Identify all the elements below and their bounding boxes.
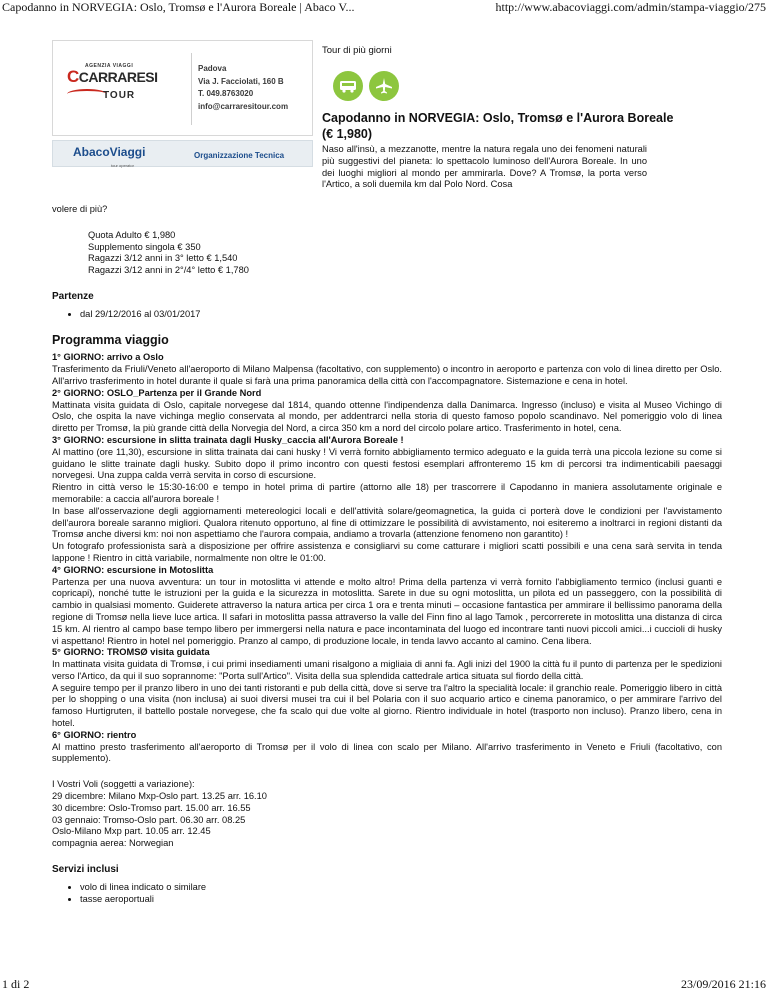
flight-line: Oslo-Milano Mxp part. 10.05 arr. 12.45 (52, 826, 211, 837)
flight-line: 30 dicembre: Oslo-Tromso part. 15.00 arr. 16.55 (52, 802, 251, 813)
day-text: Al mattino (ore 11,30), escursione in slitta trainata dai cani husky ! Vi verrà fornito abbigliamento termico adeguato e la guida terrà una piccola lezione su come si guidano le slitte trainate dagli husky. Subito dopo il primo incontro con questi festosi esemplari affronteremo 15 km di percorsi tra indimenticabili paesaggi norvegesi. Una zuppa calda verrà servita in corso di escursione. Rientro in città verso le 15:30-16:00 e tempo in hotel prima di partire (attorno alle 18) per trascorrere il Capodanno in maniera assolutamente originale e memorabile: a caccia all'aurora boreale ! In base all'osservazione degli aggiornamenti metereologici locali e dell'attività solare/geomagnetica, la guida ci porterà dove le condizioni per l'avvistamento dell'aurora boreale saranno migliori. Qualora ritenuto opportuno, al fine di ottimizzare le possibilità di avvistamento, noi esiteremo a inoltrarci in regioni distanti da Tromsø anche diversi km: noi non aspettiamo che l'aurora compaia, andiamo a trovarla (attenzione fenomeno non garantito) ! Un fotografo professionista sarà a disposizione per offrire assistenza e consigliarvi su come catturare i migliori scatti possibili e una cena sarà servita in tenda lappone ! Rientro in città variabile, normalmente non oltre le 01:00. (52, 446, 722, 563)
flight-line: 29 dicembre: Milano Mxp-Oslo part. 13.25 arr. 16.10 (52, 791, 267, 802)
org-label: Organizzazione Tecnica (194, 151, 285, 160)
flight-line: 03 gennaio: Tromso-Oslo part. 06.30 arr. 08.25 (52, 814, 246, 825)
print-page-title: Capodanno in NORVEGIA: Oslo, Tromsø e l'Aurora Boreale | Abaco V... (2, 0, 355, 14)
agency-ad (52, 40, 313, 167)
logo-small-text: AGENZIA VIAGGI (85, 63, 134, 69)
flight-line: I Vostri Voli (soggetti a variazione): (52, 779, 195, 790)
logo-brand-text: CARRARESI (78, 69, 158, 85)
price-item: Quota Adulto € 1,980 (88, 229, 176, 240)
partenze-item: • dal 29/12/2016 al 03/01/2017 (80, 309, 722, 321)
address-line: Via J. Facciolati, 160 B (198, 76, 284, 86)
abacoviaggi-logo: AbacoViaggi (73, 145, 146, 159)
plane-icon (369, 71, 399, 101)
tour-intro-continued: volere di più? (52, 204, 108, 214)
day-title: 2° GIORNO: OSLO_Partenza per il Grande Nord (52, 387, 262, 398)
agency-ad-bottom (52, 140, 313, 167)
address-line: info@carraresitour.com (198, 101, 289, 111)
ad-divider (191, 53, 192, 125)
day-title: 6° GIORNO: rientro (52, 729, 137, 740)
price-item: Ragazzi 3/12 anni in 2°/4° letto € 1,780 (88, 265, 249, 276)
price-list (88, 230, 722, 277)
print-footer (0, 976, 768, 994)
day-text: Mattinata visita guidata di Oslo, capitale norvegese dal 1814, quando ottenne l'indipendenza dalla Danimarca. Ingresso (incluso) e visita al Museo Vichingo di Oslo, che ospita la nave vichinga meglio conservata al mondo, per addentrarci nella storia di questo famoso popolo scandinavo. Nel pomeriggio volo di linea diretto per Tromsø, la più grande città della Norvegia del Nord, a circa 350 km a nord del circolo polare artico. Trasferimento in hotel, cena. (52, 399, 722, 434)
logo-brand: CCARRARESI (67, 67, 158, 86)
top-section (52, 40, 722, 200)
price-item: Supplemento singola € 350 (88, 241, 201, 252)
transport-icons (333, 71, 399, 101)
print-url: http://www.abacoviaggi.com/admin/stampa-viaggio/275 (495, 0, 766, 14)
day-title: 1° GIORNO: arrivo a Oslo (52, 352, 164, 363)
tour-type: Tour di più giorni (322, 45, 392, 56)
address-line: Padova (198, 64, 227, 73)
print-timestamp: 23/09/2016 21:16 (680, 977, 766, 991)
servizi-item: • tasse aeroportuali (80, 894, 722, 906)
programma-days (52, 352, 722, 765)
logo-swoosh (67, 89, 107, 99)
flights-info (52, 779, 722, 850)
page-content (52, 40, 722, 905)
servizi-item: • volo di linea indicato o similare (80, 882, 722, 894)
agency-ad-top (52, 40, 313, 136)
day-text: Partenza per una nuova avventura: un tour in motoslitta vi attende e molto altro! Prima della partenza vi verrà fornito l'abbigliamento termico (inclusi guanti e copricapi), nonché tutte le istruzioni per la guida e la sicurezza in motoslitta. Sarete in due su ogni motoslitta, un pilota ed un passeggero, con la possibilità di cambio in qualsiasi momento. Guiderete attraverso la natura artica per circa 1 ora e trenta minuti – occasione fantastica per ammirare il bellissimo panorama della regione di Tromsø nella lieve luce artica. Il safari in motoslitta passa attraverso la valle del Finn fino al lago Tamok , percorrerete in motoslitta una distanza di circa 15 km. Al rientro al campo base tempo libero per immergersi nella natura e pace incontaminata del luogo ed incontrare tanti nuovi piccoli amici...i cuccioli di husky vi aspettano! Rientro in hotel nel pomeriggio. Pranzo al campo, di produzione locale, in tenda lavvo accanto al camino. Cena libera. (52, 576, 722, 646)
page-count: 1 di 2 (2, 977, 30, 991)
day-title: 5° GIORNO: TROMSØ visita guidata (52, 647, 210, 658)
day-text: In mattinata visita guidata di Tromsø, i cui primi insediamenti umani risalgono a migliaia di anni fa. Agli inizi del 1900 la città fu il punto di partenza per le spedizioni verso l'Artico, da qui il suo soprannome: "Porta sull'Artico". Visita della sua splendida cattedrale artica situata sul fiordo della città. A seguire tempo per il pranzo libero in uno dei tanti ristoranti e pub della città, dove si serve tra l'altro la specialità locale: il granchio reale. Pomeriggio libero in città per lo shopping o una visita (non inclusa) ai suoi diversi musei tra cui il bel Polaria con il suo acquario artico e cinema panoramico, o per ammirare l'arrivo del famoso Hurtigruten, il battello postale norvegese, che fa scalo qui due volte al giorno. Rientro individuale in hotel (trasporto non incluso). Pranzo libero, cena in hotel. (52, 659, 722, 729)
flight-line: compagnia aerea: Norwegian (52, 838, 174, 849)
partenze-list (52, 309, 722, 321)
carraresi-logo (67, 61, 187, 121)
tour-intro: Naso all'insù, a mezzanotte, mentre la natura regala uno dei fenomeni naturali più suggestivi del pianeta: lo spettacolo luminoso dell'Aurora Boreale. In uno dei luoghi migliori al mondo per ammirarla. Dove? A Tromsø, la porta verso l'Artico, a soli duemila km dal Polo Nord. Cosa (322, 144, 647, 190)
address-line: T. 049.8763020 (198, 89, 254, 98)
day-text: Al mattino presto trasferimento all'aeroporto di Tromsø per il volo di linea con scalo per Milano. All'arrivo trasferimento in Veneto e Friuli (facoltativo, con supplemento). (52, 741, 722, 764)
agency-address (198, 63, 288, 113)
logo-tour: TOUR (103, 90, 136, 101)
print-header (0, 0, 768, 18)
tour-title: Capodanno in NORVEGIA: Oslo, Tromsø e l'Aurora Boreale (€ 1,980) (322, 111, 674, 141)
programma-heading: Programma viaggio (52, 332, 169, 347)
abacoviaggi-sub: tour operator (111, 163, 134, 168)
bus-icon (333, 71, 363, 101)
price-item: Ragazzi 3/12 anni in 3° letto € 1,540 (88, 253, 238, 264)
servizi-heading: Servizi inclusi (52, 864, 119, 876)
servizi-list (52, 882, 722, 906)
day-text: Trasferimento da Friuli/Veneto all'aeroporto di Milano Malpensa (facoltativo, con supplemento) o incontro in aeroporto e partenza con volo di linea diretto per Oslo. All'arrivo trasferimento in hotel durante il quale si farà una prima panoramica della città con l'accompagnatore. Sistemazione e cena in hotel. (52, 364, 722, 386)
partenze-heading: Partenze (52, 290, 94, 302)
day-title: 4° GIORNO: escursione in Motoslitta (52, 564, 214, 575)
day-title: 3° GIORNO: escursione in slitta trainata dagli Husky_caccia all'Aurora Boreale ! (52, 434, 404, 445)
